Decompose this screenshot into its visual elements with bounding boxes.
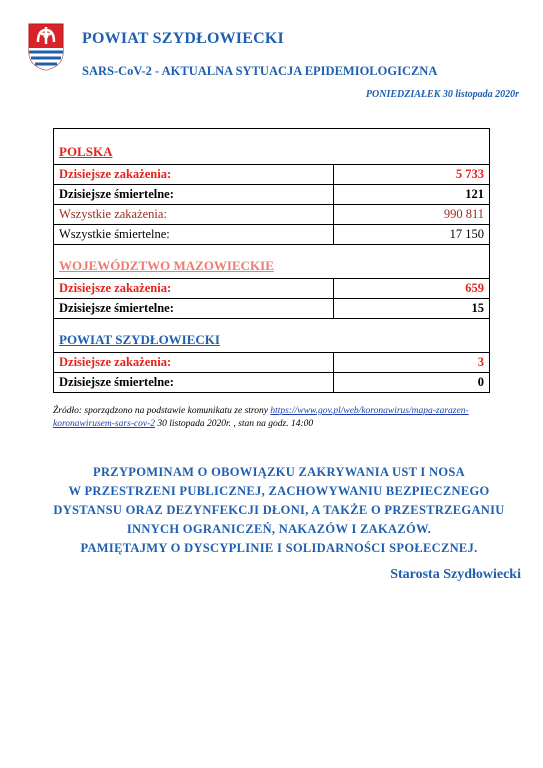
signature: Starosta Szydłowiecki <box>390 567 521 582</box>
reminder-line: W PRZESTRZENI PUBLICZNEJ, ZACHOWYWANIU BEZPIECZNEGO <box>68 484 490 498</box>
source-prefix: Źródło: sporządzono na podstawie komunikatu ze strony <box>53 406 271 416</box>
table-row <box>54 353 490 373</box>
reminder-line: PRZYPOMINAM O OBOWIĄZKU ZAKRYWANIA UST I NOSA <box>93 465 465 479</box>
coat-of-arms-icon <box>27 22 65 72</box>
statistics-table <box>53 128 490 393</box>
row-value: 15 <box>334 299 490 319</box>
row-label: Wszystkie zakażenia: <box>54 205 334 225</box>
reminder-line: INNYCH OGRANICZEŃ, NAKAZÓW I ZAKAZÓW. <box>126 522 432 536</box>
table-row <box>54 165 490 185</box>
table-row <box>54 299 490 319</box>
page-title: POWIAT SZYDŁOWIECKI <box>82 30 284 47</box>
row-label: Wszystkie śmiertelne: <box>54 225 334 245</box>
source-note <box>53 405 503 431</box>
table-row <box>54 185 490 205</box>
row-label: Dzisiejsze zakażenia: <box>54 165 334 185</box>
section-heading-polska: POLSKA <box>54 129 490 165</box>
row-value: 5 733 <box>334 165 490 185</box>
row-label: Dzisiejsze śmiertelne: <box>54 185 334 205</box>
row-label: Dzisiejsze zakażenia: <box>54 279 334 299</box>
section-heading-powiat: POWIAT SZYDŁOWIECKI <box>54 319 490 353</box>
reminder-notice <box>34 463 524 558</box>
row-value: 990 811 <box>334 205 490 225</box>
section-heading-mazowieckie: WOJEWÓDZTWO MAZOWIECKIE <box>54 245 490 279</box>
row-value: 17 150 <box>334 225 490 245</box>
row-value: 0 <box>334 373 490 393</box>
reminder-line: DYSTANSU ORAZ DEZYNFEKCJI DŁONI, A TAKŻE O PRZESTRZEGANIU <box>53 503 505 517</box>
row-value: 3 <box>334 353 490 373</box>
reminder-line: PAMIĘTAJMY O DYSCYPLINIE I SOLIDARNOŚCI SPOŁECZNEJ. <box>80 541 478 555</box>
source-link[interactable]: https://www.gov.pl/web/koronawirus/mapa-zarazen-koronawirusem-sars-cov-2 <box>53 406 469 429</box>
table-row <box>54 205 490 225</box>
table-row <box>54 373 490 393</box>
row-label: Dzisiejsze zakażenia: <box>54 353 334 373</box>
row-label: Dzisiejsze śmiertelne: <box>54 299 334 319</box>
row-value: 659 <box>334 279 490 299</box>
row-value: 121 <box>334 185 490 205</box>
report-date: PONIEDZIAŁEK 30 listopada 2020r <box>365 89 519 100</box>
source-suffix: 30 listopada 2020r. , stan na godz. 14:00 <box>155 419 314 429</box>
table-row <box>54 225 490 245</box>
page-subtitle: SARS-CoV-2 - AKTUALNA SYTUACJA EPIDEMIOLOGICZNA <box>82 64 438 78</box>
table-row <box>54 279 490 299</box>
row-label: Dzisiejsze śmiertelne: <box>54 373 334 393</box>
